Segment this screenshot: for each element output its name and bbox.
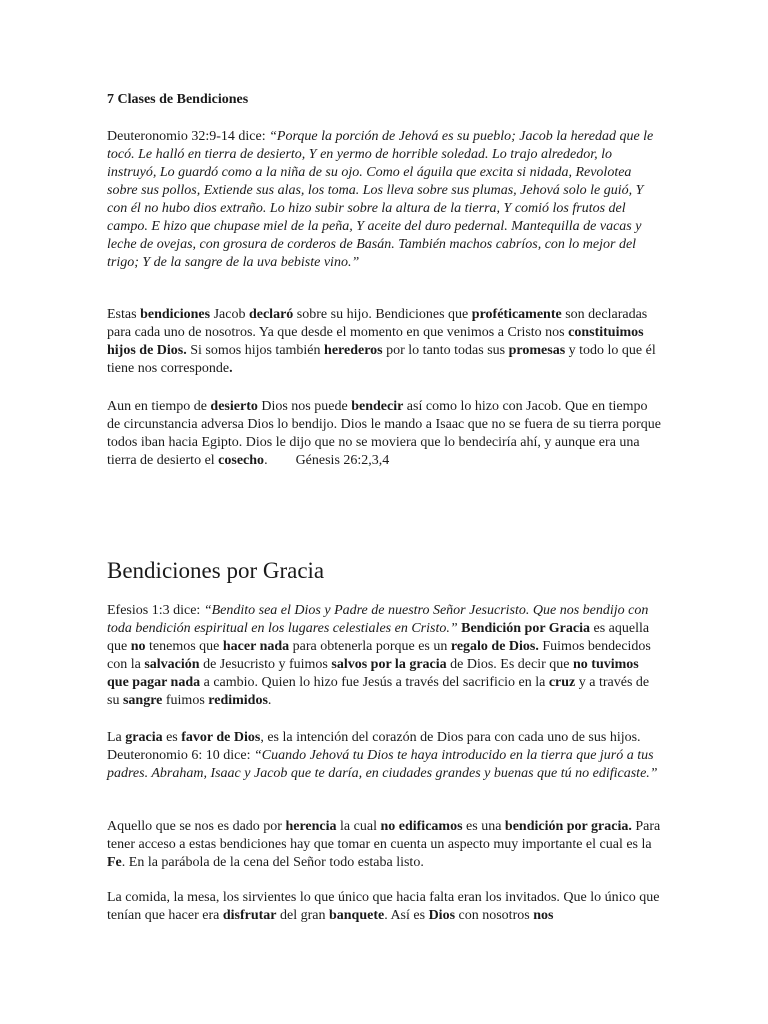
bold-text: disfrutar bbox=[222, 908, 277, 923]
text-span: es bbox=[162, 730, 182, 745]
text-span: son declaradas para cada uno de nosotros. Ya que desde el momento en que venimos a Cristo nos bbox=[107, 307, 648, 340]
text-span: es aquella que bbox=[107, 621, 650, 654]
text-span: y todo lo que él tiene nos corresponde bbox=[107, 343, 656, 376]
bold-text: herederos bbox=[324, 343, 383, 358]
bold-text: favor de Dios bbox=[181, 730, 261, 745]
text-span: Aun en tiempo de bbox=[107, 399, 211, 414]
text-span: es una bbox=[462, 819, 505, 834]
text-span: de Dios. Es decir que bbox=[446, 657, 573, 672]
bold-text: cruz bbox=[548, 675, 576, 690]
paragraph-gracia-favor bbox=[107, 729, 663, 783]
bold-text: constituimos hijos de Dios. bbox=[107, 325, 644, 358]
paragraph-efesios bbox=[107, 602, 663, 710]
bold-text: declaró bbox=[248, 307, 294, 322]
text-span: del gran bbox=[276, 908, 329, 923]
bold-text: salvos por la gracia bbox=[331, 657, 447, 672]
text-span: así como lo hizo con Jacob. Que en tiempo de circunstancia adversa Dios lo bendijo. Dios le mando a Isaac que no se fuera de su tierra porque todos iban hacia Egipto. Dios le dijo que no se moviera que lo bendeciría ahí, y aunque era una tierra de desierto el bbox=[107, 399, 661, 468]
text-span: . bbox=[267, 693, 272, 708]
text-span: Efesios 1:3 dice: bbox=[107, 603, 204, 618]
bold-text: herencia bbox=[285, 819, 337, 834]
text-span: . Génesis 26:2,3,4 bbox=[264, 453, 390, 468]
bold-text: sangre bbox=[122, 693, 163, 708]
bold-text: bendiciones bbox=[140, 307, 211, 322]
quote-text: “Cuando Jehová tu Dios te haya introducido en la tierra que juró a tus padres. Abraham, Isaac y Jacob que te daría, en ciudades grandes y buenas que tú no edificaste.” bbox=[107, 748, 658, 781]
bold-text: salvación bbox=[144, 657, 200, 672]
paragraph-deuteronomio-32 bbox=[107, 128, 663, 272]
text-span: Deuteronomio 32:9-14 dice: bbox=[107, 129, 270, 144]
text-span: Aquello que se nos es dado por bbox=[107, 819, 286, 834]
text-span: de Jesucristo y fuimos bbox=[199, 657, 332, 672]
bold-text: no tuvimos que pagar nada bbox=[107, 657, 639, 690]
text-span: Jacob bbox=[210, 307, 249, 322]
bold-text: desierto bbox=[210, 399, 258, 414]
bold-text: Bendición por Gracia bbox=[461, 621, 590, 636]
text-span: sobre su hijo. Bendiciones que bbox=[293, 307, 472, 322]
text-span: Para tener acceso a estas bendiciones hay que tomar en cuenta un aspecto muy importante el cual es la bbox=[107, 819, 661, 852]
paragraph-banquete bbox=[107, 889, 663, 925]
bold-text: gracia bbox=[125, 730, 163, 745]
text-span: Estas bbox=[107, 307, 141, 322]
text-span: fuimos bbox=[162, 693, 209, 708]
text-span: La bbox=[107, 730, 126, 745]
paragraph-tiempo-desierto bbox=[107, 398, 663, 470]
bold-text: bendición por gracia. bbox=[504, 819, 632, 834]
bold-text: no edificamos bbox=[380, 819, 463, 834]
text-span: . En la parábola de la cena del Señor todo estaba listo. bbox=[121, 855, 424, 870]
text-span: y a través de su bbox=[107, 675, 650, 708]
text-span: por lo tanto todas sus bbox=[382, 343, 509, 358]
bold-text: bendecir bbox=[351, 399, 404, 414]
bold-text: no bbox=[130, 639, 146, 654]
section-heading: Bendiciones por Gracia bbox=[107, 558, 325, 583]
text-span: Fuimos bendecidos con la bbox=[107, 639, 651, 672]
text-span: a cambio. Quien lo hizo fue Jesús a través del sacrificio en la bbox=[200, 675, 549, 690]
text-span: para obtenerla porque es un bbox=[289, 639, 451, 654]
text-span: La comida, la mesa, los sirvientes lo que único que hacia falta eran los invitados. Que lo único que tenían que hacer era bbox=[107, 890, 660, 923]
quote-text: “Porque la porción de Jehová es su pueblo; Jacob la heredad que le tocó. Le halló en tierra de desierto, Y en yermo de horrible soledad. Lo trajo alrededor, lo instruyó, Lo guardó como a la niña de su ojo. Como el águila que excita si nidada, Revolotea sobre sus pollos, Extiende sus alas, los toma. Los lleva sobre sus plumas, Jehová solo le guió, Y con él no hubo dios extraño. Lo hizo subir sobre la altura de la tierra, Y comió los frutos del campo. E hizo que chupase miel de la peña, Y aceite del duro pedernal. Mantequilla de vacas y leche de ovejas, con grosura de corderos de Basán. También machos cabríos, con lo mejor del trigo; Y de la sangre de la uva bebiste vino.” bbox=[107, 129, 654, 270]
bold-text: banquete bbox=[328, 908, 385, 923]
document-title: 7 Clases de Bendiciones bbox=[107, 92, 249, 107]
text-span: Dios nos puede bbox=[257, 399, 352, 414]
text-span: , es la intención del corazón de Dios para con cada uno de sus hijos. Deuteronomio 6: 10 dice: bbox=[107, 730, 641, 763]
bold-text: nos bbox=[533, 908, 554, 923]
text-span: con nosotros bbox=[455, 908, 534, 923]
text-span: la cual bbox=[336, 819, 381, 834]
bold-text: Fe bbox=[107, 855, 122, 870]
paragraph-herencia bbox=[107, 818, 663, 872]
text-span: tenemos que bbox=[145, 639, 223, 654]
bold-text: hacer nada bbox=[222, 639, 290, 654]
text-span: Si somos hijos también bbox=[186, 343, 325, 358]
bold-text: Dios bbox=[428, 908, 456, 923]
bold-text: promesas bbox=[508, 343, 566, 358]
text-span: . Así es bbox=[384, 908, 429, 923]
bold-text: . bbox=[229, 361, 233, 376]
bold-text: regalo de Dios. bbox=[450, 639, 539, 654]
quote-text: “Bendito sea el Dios y Padre de nuestro Señor Jesucristo. Que nos bendijo con toda bendición espiritual en los lugares celestiales en Cristo.” bbox=[107, 603, 649, 636]
bold-text: cosecho bbox=[218, 453, 265, 468]
paragraph-bendiciones-jacob bbox=[107, 306, 663, 378]
bold-text: proféticamente bbox=[471, 307, 562, 322]
bold-text: redimidos bbox=[208, 693, 268, 708]
